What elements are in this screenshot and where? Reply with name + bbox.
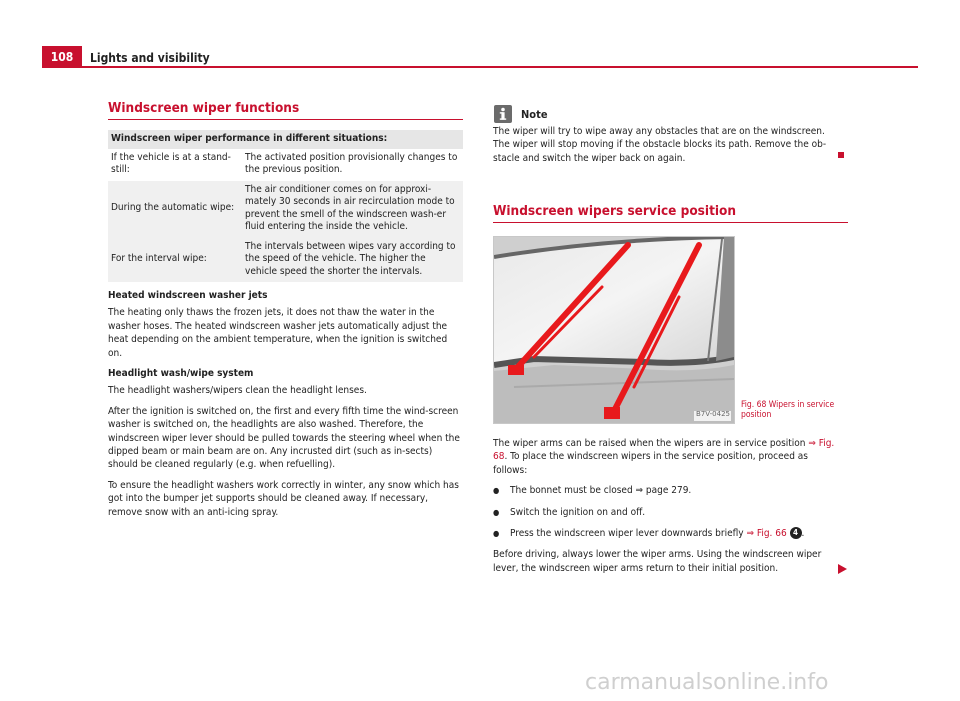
headlight-wash-title: Headlight wash/wipe system (108, 368, 254, 380)
service-intro (493, 437, 843, 477)
service-intro-start: The wiper arms can be raised when the wipers are in service position (493, 438, 806, 449)
end-of-section-marker (838, 152, 844, 158)
step3-end: . (801, 528, 805, 540)
note-icon (494, 105, 512, 123)
list-item: ● The bonnet must be closed ⇒ page 279. (493, 484, 843, 497)
service-intro-end: . To place the windscreen wipers in the service position, proceed as follows: (493, 451, 808, 476)
heated-jets-text: The heating only thaws the frozen jets, it does not thaw the water in the washer hoses. The heated windscreen washer jets automatically adjust the heat depending on the ambient temperature, when the ignition is switched on. (108, 307, 448, 359)
heading-service-position: Windscreen wipers service position (493, 203, 737, 219)
list-item: ● Switch the ignition on and off. (493, 506, 843, 519)
heading-rule-left (108, 119, 463, 120)
figure-caption: Fig. 68 Wipers in service position (741, 400, 835, 420)
headlight-wash-text: The headlight washers/wipers clean the headlight lenses. (108, 385, 367, 397)
wiper-performance-table (108, 130, 463, 282)
table-cell-behaviour: The activated position provisionally changes to the previous position. (245, 151, 458, 175)
service-body (493, 437, 843, 582)
watermark: carmanualsonline.info (585, 670, 829, 695)
table-row (108, 181, 463, 238)
table-title: Windscreen wiper performance in different situations: (108, 130, 463, 149)
winter-text: To ensure the headlight washers work correctly in winter, any snow which has got into the bumper jet supports should be cleaned away. If necessary, remove snow with an anti-icing spray. (108, 479, 459, 518)
section-title: Lights and visibility (90, 51, 210, 65)
ignition-text: After the ignition is switched on, the first and every fifth time the wind-screen washer is switched on, the headlights are also washed. Therefore, the windscreen wiper lever should be pulled towards the steering wheel when the dipped beam or main beam are on. Any incrusted dirt (such as in-sects) should be cleaned regularly (e.g. when refuelling). (108, 405, 460, 471)
table-cell-situation: For the interval wipe: (108, 238, 242, 283)
table-row (108, 149, 463, 181)
note-label: Note (521, 108, 548, 121)
fig68-link[interactable]: ⇒ Fig. 68 (493, 438, 835, 463)
callout-number: 4 (790, 527, 802, 539)
header-rule (82, 66, 918, 68)
heading-rule-right (493, 222, 848, 223)
continue-arrow-icon (838, 564, 847, 574)
heading-wiper-functions: Windscreen wiper functions (108, 100, 300, 116)
figure-code: B7V-0425 (696, 410, 730, 418)
service-steps-list (493, 484, 843, 540)
fig66-link[interactable]: ⇒ Fig. 66 (746, 528, 787, 540)
table-cell-behaviour: The air conditioner comes on for approxi-mately 30 seconds in air recirculation mode to prevent the smell of the windscreen wash-er fluid entering the inside the vehicle. (242, 181, 463, 238)
list-item (493, 527, 843, 540)
figure-wipers-service-position (493, 236, 735, 424)
table-cell-situation: If the vehicle is at a stand-still: (111, 151, 231, 175)
left-body (108, 289, 463, 526)
closing-text: Before driving, always lower the wiper arms. Using the windscreen wiper lever, the windscreen wiper arms return to their initial position. (493, 549, 822, 574)
table-header-row (108, 130, 463, 149)
page-number: 108 (42, 46, 82, 68)
note-text: The wiper will try to wipe away any obstacles that are on the windscreen. The wiper will stop moving if the obstacle blocks its path. Remove the ob-stacle and switch the wiper back on again. (493, 126, 827, 164)
heated-jets-title: Heated windscreen washer jets (108, 290, 268, 301)
table-cell-behaviour: The intervals between wipes vary according to the speed of the vehicle. The higher the vehicle speed the shorter the intervals. (242, 238, 463, 283)
step3-text: Press the windscreen wiper lever downwards briefly (510, 528, 747, 540)
table-cell-situation: During the automatic wipe: (108, 181, 242, 238)
table-row (108, 238, 463, 283)
